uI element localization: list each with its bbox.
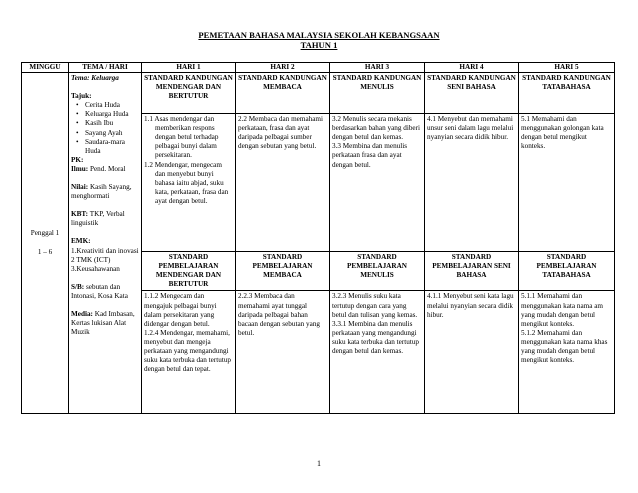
page-number: 1 [317,459,321,468]
pk-label: PK: [71,155,84,164]
header-row [22,63,615,73]
header-minggu: MINGGU [22,63,69,73]
tajuk-label: Tajuk: [71,92,92,101]
list-item: 3.2 Menulis secara mekanis berdasarkan bahan yang diberi dengan betul dan kemas. [332,115,421,142]
pembelajaran-hari-2: 2.2.3 Membaca dan memahami ayat tunggal daripada pelbagai bahan bacaan dengan sebutan yang betul. [236,291,330,414]
media-text: Kad Imbasan, Kertas lukisan Alat Muzik [71,309,135,337]
tajuk-list [71,101,139,156]
sb-label: S/B: [71,282,85,291]
mapping-table [21,62,615,414]
list-item: 1.1.2 Mengecam dan mengajuk pelbagai bunyi dalam persekitaran yang didengar dengan betul. [144,292,217,328]
sb-line [71,283,139,301]
nilai-text: Kasih Sayang, menghormati [71,183,132,201]
kandungan-hari-2: 2.2 Membaca dan memahami perkataan, frasa dan ayat daripada pelbagai sumber dengan sebutan yang betul. [236,114,330,252]
sb-text: sebutan dan Intonasi, Kosa Kata [71,282,128,300]
list-item: 3.3 Membina dan menulis perkataan frasa dan ayat dengan betul. [332,142,408,169]
header-hari-1: HARI 1 [142,63,236,73]
list-item: 5.1.1 Memahami dan menggunakan kata nama am yang mudah dengan betul mengikut konteks. [521,292,604,328]
list-item: 5.1.2 Memahami dan menggunakan kata nama khas yang mudah dengan betul mengikut konteks. [521,328,608,365]
header-hari-4: HARI 4 [425,63,519,73]
kandungan-header-hari-3: STANDARD KANDUNGAN MENULIS [330,73,425,114]
kandungan-header-hari-1: STANDARD KANDUNGAN MENDENGAR DAN BERTUTUR [142,73,236,114]
ilmu-label: Ilmu: [71,164,89,173]
emk-label: EMK: [71,237,91,246]
kandungan-header-hari-5: STANDARD KANDUNGAN TATABAHASA [519,73,615,114]
list-item: 3.3.1 Membina dan menulis perkataan yang mengandungi suku kata terbuka dan tertutup dengan betul dan kemas. [332,319,420,356]
document-subtitle: TAHUN 1 [300,40,338,50]
list-item: • Cerita Huda [85,101,139,110]
list-item: 1.1 Asas mendengar dan memberikan respons dengan betul terhadap pelbagai bunyi dalam persekitaran. [144,115,219,160]
list-item: • Sayang Ayah [85,129,139,138]
header-tema-hari: TEMA / HARI [69,63,142,73]
kandungan-hari-5: 5.1 Memahami dan menggunakan golongan kata dengan betul mengikut konteks. [519,114,615,252]
minggu-range: 1 – 6 [37,247,53,256]
list-item: • Saudara-mara Huda [85,138,139,156]
kandungan-header-hari-4: STANDARD KANDUNGAN SENI BAHASA [425,73,519,114]
media-line [71,310,139,337]
nilai-label: Nilai: [71,183,89,192]
list-item: 1.2.4 Mendengar, memahami, menyebut dan mengeja perkataan yang mengandungi suku kata terbuka dan tertutup dengan betul dan tepat. [144,328,232,374]
pembelajaran-hari-1 [142,291,236,414]
pembelajaran-header-hari-1: STANDARD PEMBELAJARAN MENDENGAR DAN BERTUTUR [142,252,236,291]
tema-cell [69,73,142,414]
pembelajaran-hari-5 [519,291,615,414]
ilmu-text: Pend. Moral [89,164,126,173]
list-item: • Keluarga Huda [85,110,139,119]
kandungan-hari-1 [142,114,236,252]
pembelajaran-header-hari-5: STANDARD PEMBELAJARAN TATABAHASA [519,252,615,291]
kandungan-header-row [22,73,615,114]
pembelajaran-header-hari-4: STANDARD PEMBELAJARAN SENI BAHASA [425,252,519,291]
kbt-label: KBT: [71,210,89,219]
emk-item: 2 TMK (ICT) [71,255,111,264]
kandungan-hari-4: 4.1 Menyebut dan memahami unsur seni dalam lagu melalui nyanyian secara didik hibur. [425,114,519,252]
list-item: 1.2 Mendengar, mengecam dan menyebut bunyi bahasa iaitu abjad, suku kata, perkataan, frasa dan ayat dengan betul. [144,160,229,205]
header-hari-5: HARI 5 [519,63,615,73]
pembelajaran-header-hari-3: STANDARD PEMBELAJARAN MENULIS [330,252,425,291]
document-title: PEMETAAN BAHASA MALAYSIA SEKOLAH KEBANGSAAN [198,30,440,40]
kbt-line [71,210,139,228]
nilai-line [71,183,139,201]
kandungan-header-hari-2: STANDARD KANDUNGAN MEMBACA [236,73,330,114]
pembelajaran-hari-3 [330,291,425,414]
header-hari-2: HARI 2 [236,63,330,73]
kbt-text: TKP, Verbal linguistik [71,210,125,228]
minggu-cell [22,73,69,414]
penggal-label: Penggal 1 [30,229,60,238]
media-label: Media: [71,309,93,318]
emk-item: 1.Kreativiti dan inovasi [71,246,139,255]
kandungan-hari-3 [330,114,425,252]
list-item: • Kasih Ibu [85,119,139,128]
pembelajaran-header-hari-2: STANDARD PEMBELAJARAN MEMBACA [236,252,330,291]
header-hari-3: HARI 3 [330,63,425,73]
list-item: 3.2.3 Menulis suku kata tertutup dengan cara yang betul dan tulisan yang kemas. [332,292,418,319]
emk-item: 3.Keusahawanan [71,264,120,273]
tema-label: Tema: Keluarga [71,74,119,83]
pembelajaran-hari-4: 4.1.1 Menyebut seni kata lagu melalui nyanyian secara didik hibur. [425,291,519,414]
ilmu-line [71,165,139,174]
